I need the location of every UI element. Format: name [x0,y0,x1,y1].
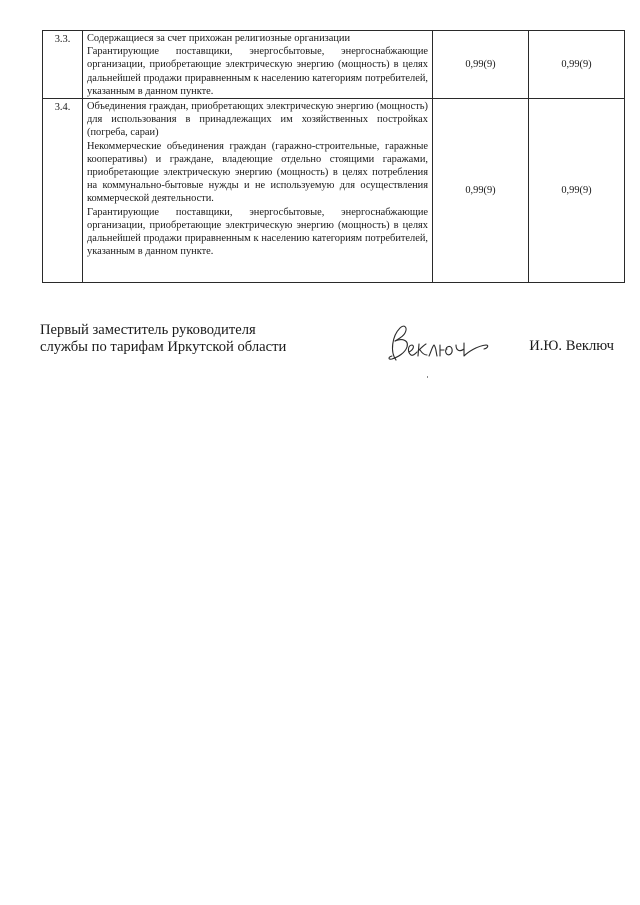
table-row [43,31,625,99]
description-paragraph: Некоммерческие объединения граждан (гаражно-строительные, гаражные кооперативы) и граждане, владеющие отдельно стоящими гаражами, приобретающие электрическую энергию (мощность) в целях потребления на коммунально-бытовые нужды и не используемую для осуществления коммерческой деятельности. [87,140,428,205]
description-paragraph: Содержащиеся за счет прихожан религиозные организации [87,33,351,44]
tariff-value-cell: 0,99(9) [529,31,625,99]
row-description [83,31,433,99]
handwritten-signature [382,322,494,366]
table-row [43,99,625,283]
description-paragraph: Гарантирующие поставщики, энергосбытовые, энергоснабжающие организации, приобретающие электрическую энергию (мощность) в целях дальнейшей продажи приравненным к населению категориям потребителей, указанным в данном пункте. [87,206,428,258]
signature-block [40,322,620,372]
signatory-position-line: Первый заместитель руководителя [40,322,256,338]
tariff-value-cell: 0,99(9) [433,99,529,283]
description-paragraph: Гарантирующие поставщики, энергосбытовые, энергоснабжающие организации, приобретающие электрическую энергию (мощность) в целях дальнейшей продажи приравненным к населению категориям потребителей, указанным в данном пункте. [87,46,428,97]
row-number: 3.4. [43,99,83,283]
row-number: 3.3. [43,31,83,99]
signatory-position [40,322,286,356]
signatory-position-line: службы по тарифам Иркутской области [40,339,287,355]
tariff-value-cell: 0,99(9) [433,31,529,99]
description-paragraph: Объединения граждан, приобретающих электрическую энергию (мощность) для использования в принадлежащих им хозяйственных постройках (погреба, сараи) [87,101,428,139]
signatory-name: И.Ю. Веключ [529,338,614,354]
tariff-table [42,30,625,283]
scan-artifact [427,376,428,378]
tariff-value-cell: 0,99(9) [529,99,625,283]
row-description [83,99,433,283]
